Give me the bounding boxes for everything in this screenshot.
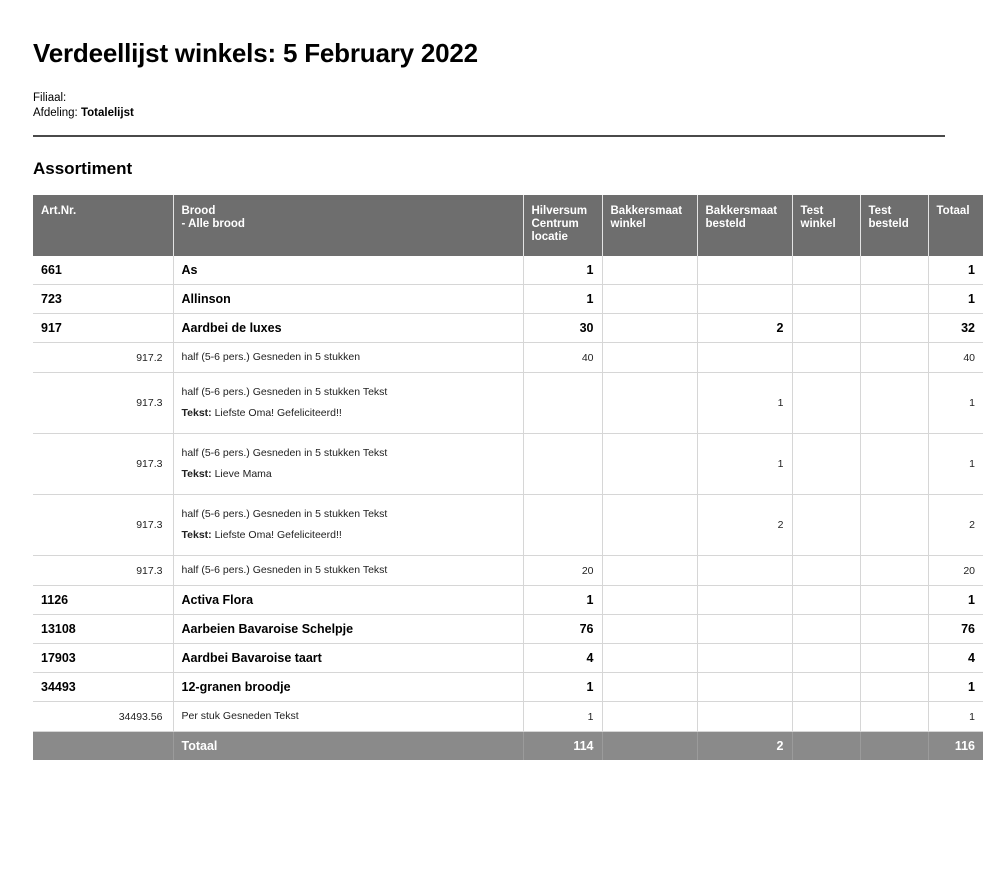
cell-brood-description: half (5-6 pers.) Gesneden in 5 stukken [181, 351, 361, 363]
page-title: Verdeellijst winkels: 5 February 2022 [33, 38, 478, 68]
cell-brood-description: half (5-6 pers.) Gesneden in 5 stukken Tekst [181, 447, 388, 459]
total-label: Totaal [173, 732, 523, 761]
total-totaal: 116 [928, 732, 983, 761]
cell-brood-tekst-value: Lieve Mama [214, 468, 272, 480]
cell-bakkersmaat-besteld [697, 615, 792, 644]
cell-brood: Activa Flora [173, 586, 523, 615]
cell-bakkersmaat-winkel [602, 256, 697, 285]
cell-brood-tekst-label: Tekst: [181, 529, 212, 541]
cell-hilversum: 30 [523, 314, 602, 343]
table-row [33, 285, 983, 314]
cell-brood-description: half (5-6 pers.) Gesneden in 5 stukken Tekst [181, 386, 388, 398]
cell-brood [173, 556, 523, 586]
cell-bakkersmaat-besteld [697, 586, 792, 615]
cell-brood-description: half (5-6 pers.) Gesneden in 5 stukken Tekst [181, 564, 388, 576]
cell-test-besteld [860, 702, 928, 732]
cell-artnr: 917.3 [33, 556, 173, 586]
meta-afdeling-value: Totalelijst [80, 107, 134, 119]
table-row [33, 495, 983, 556]
cell-test-winkel [792, 556, 860, 586]
document-meta [33, 91, 964, 121]
cell-bakkersmaat-besteld [697, 256, 792, 285]
cell-test-besteld [860, 256, 928, 285]
cell-artnr: 1126 [33, 586, 173, 615]
cell-test-besteld [860, 673, 928, 702]
cell-test-winkel [792, 314, 860, 343]
total-bakkersmaat-winkel [602, 732, 697, 761]
column-header-artnr: Art.Nr. [33, 195, 173, 256]
table-row [33, 586, 983, 615]
cell-test-besteld [860, 615, 928, 644]
cell-test-besteld [860, 495, 928, 556]
cell-totaal: 1 [928, 586, 983, 615]
cell-test-winkel [792, 373, 860, 434]
table-row [33, 615, 983, 644]
table-body [33, 256, 983, 760]
cell-test-besteld [860, 556, 928, 586]
table-row [33, 556, 983, 586]
cell-bakkersmaat-winkel [602, 702, 697, 732]
cell-test-winkel [792, 673, 860, 702]
cell-hilversum [523, 373, 602, 434]
cell-artnr: 723 [33, 285, 173, 314]
cell-test-winkel [792, 285, 860, 314]
column-header-brood-line1: Brood [181, 205, 216, 217]
cell-hilversum [523, 495, 602, 556]
cell-bakkersmaat-besteld [697, 343, 792, 373]
cell-test-besteld [860, 314, 928, 343]
assortiment-table [33, 195, 983, 760]
cell-brood-tekst-value: Liefste Oma! Gefeliciteerd!! [214, 407, 342, 419]
cell-bakkersmaat-winkel [602, 615, 697, 644]
cell-brood-tekst-label: Tekst: [181, 468, 212, 480]
cell-hilversum: 1 [523, 702, 602, 732]
cell-brood-description: Per stuk Gesneden Tekst [181, 710, 299, 722]
cell-brood: 12-granen broodje [173, 673, 523, 702]
cell-brood [173, 343, 523, 373]
total-test-besteld [860, 732, 928, 761]
cell-hilversum: 1 [523, 673, 602, 702]
table-total-row [33, 732, 983, 761]
table-header-row [33, 195, 983, 256]
cell-bakkersmaat-besteld [697, 556, 792, 586]
cell-test-winkel [792, 586, 860, 615]
cell-test-besteld [860, 586, 928, 615]
cell-brood-tekst [182, 528, 515, 543]
cell-bakkersmaat-winkel [602, 434, 697, 495]
cell-bakkersmaat-besteld: 2 [697, 314, 792, 343]
cell-totaal: 1 [928, 285, 983, 314]
cell-totaal: 1 [928, 256, 983, 285]
cell-hilversum: 1 [523, 285, 602, 314]
cell-test-besteld [860, 373, 928, 434]
cell-test-winkel [792, 644, 860, 673]
meta-filiaal [33, 91, 964, 106]
cell-test-winkel [792, 343, 860, 373]
cell-brood: Allinson [173, 285, 523, 314]
cell-artnr: 917.3 [33, 495, 173, 556]
table-row [33, 256, 983, 285]
cell-totaal: 76 [928, 615, 983, 644]
cell-bakkersmaat-besteld: 1 [697, 373, 792, 434]
cell-brood: Aarbeien Bavaroise Schelpje [173, 615, 523, 644]
column-header-brood-line2: - Alle brood [181, 218, 245, 230]
cell-test-besteld [860, 343, 928, 373]
cell-bakkersmaat-winkel [602, 314, 697, 343]
cell-test-besteld [860, 285, 928, 314]
cell-bakkersmaat-winkel [602, 373, 697, 434]
total-hilversum: 114 [523, 732, 602, 761]
total-artnr [33, 732, 173, 761]
table-row [33, 644, 983, 673]
table-row [33, 373, 983, 434]
cell-totaal: 2 [928, 495, 983, 556]
meta-afdeling-label: Afdeling: [33, 107, 78, 119]
header-divider [33, 135, 945, 137]
cell-totaal: 4 [928, 644, 983, 673]
table-row [33, 702, 983, 732]
cell-test-winkel [792, 256, 860, 285]
cell-hilversum: 20 [523, 556, 602, 586]
cell-bakkersmaat-winkel [602, 285, 697, 314]
cell-totaal: 1 [928, 434, 983, 495]
cell-totaal: 1 [928, 702, 983, 732]
cell-brood: Aardbei de luxes [173, 314, 523, 343]
total-bakkersmaat-besteld: 2 [697, 732, 792, 761]
cell-brood-description: half (5-6 pers.) Gesneden in 5 stukken Tekst [181, 508, 388, 520]
cell-bakkersmaat-besteld [697, 644, 792, 673]
cell-test-winkel [792, 615, 860, 644]
cell-bakkersmaat-winkel [602, 556, 697, 586]
table-row [33, 343, 983, 373]
cell-bakkersmaat-winkel [602, 495, 697, 556]
cell-artnr: 917.3 [33, 434, 173, 495]
cell-hilversum: 1 [523, 256, 602, 285]
cell-brood: Aardbei Bavaroise taart [173, 644, 523, 673]
cell-test-winkel [792, 434, 860, 495]
meta-afdeling [33, 106, 964, 121]
cell-artnr: 34493.56 [33, 702, 173, 732]
cell-artnr: 661 [33, 256, 173, 285]
cell-artnr: 917.3 [33, 373, 173, 434]
cell-test-besteld [860, 434, 928, 495]
cell-bakkersmaat-besteld [697, 702, 792, 732]
table-row [33, 673, 983, 702]
cell-totaal: 1 [928, 373, 983, 434]
cell-brood-tekst [182, 406, 515, 421]
cell-bakkersmaat-besteld: 2 [697, 495, 792, 556]
cell-brood-tekst [182, 467, 515, 482]
cell-bakkersmaat-winkel [602, 673, 697, 702]
cell-hilversum: 76 [523, 615, 602, 644]
cell-brood [173, 702, 523, 732]
cell-artnr: 17903 [33, 644, 173, 673]
cell-bakkersmaat-besteld [697, 673, 792, 702]
column-header-test-winkel: Test winkel [792, 195, 860, 256]
cell-hilversum: 40 [523, 343, 602, 373]
cell-totaal: 1 [928, 673, 983, 702]
table-row [33, 314, 983, 343]
cell-brood [173, 495, 523, 556]
cell-test-besteld [860, 644, 928, 673]
cell-artnr: 34493 [33, 673, 173, 702]
total-test-winkel [792, 732, 860, 761]
cell-bakkersmaat-winkel [602, 586, 697, 615]
cell-artnr: 13108 [33, 615, 173, 644]
cell-brood-tekst-value: Liefste Oma! Gefeliciteerd!! [214, 529, 342, 541]
section-title: Assortiment [33, 159, 133, 178]
cell-artnr: 917.2 [33, 343, 173, 373]
cell-bakkersmaat-besteld: 1 [697, 434, 792, 495]
cell-brood: As [173, 256, 523, 285]
cell-brood [173, 434, 523, 495]
cell-test-winkel [792, 702, 860, 732]
cell-totaal: 40 [928, 343, 983, 373]
cell-test-winkel [792, 495, 860, 556]
column-header-bakkersmaat-winkel: Bakkersmaat winkel [602, 195, 697, 256]
cell-totaal: 20 [928, 556, 983, 586]
cell-totaal: 32 [928, 314, 983, 343]
column-header-bakkersmaat-besteld: Bakkersmaat besteld [697, 195, 792, 256]
cell-artnr: 917 [33, 314, 173, 343]
column-header-test-besteld: Test besteld [860, 195, 928, 256]
column-header-totaal: Totaal [928, 195, 983, 256]
cell-bakkersmaat-winkel [602, 644, 697, 673]
cell-brood [173, 373, 523, 434]
cell-hilversum: 4 [523, 644, 602, 673]
cell-bakkersmaat-winkel [602, 343, 697, 373]
cell-bakkersmaat-besteld [697, 285, 792, 314]
column-header-brood [173, 195, 523, 256]
meta-filiaal-label: Filiaal: [33, 92, 67, 104]
cell-hilversum: 1 [523, 586, 602, 615]
cell-brood-tekst-label: Tekst: [181, 407, 212, 419]
column-header-hilversum: Hilversum Centrum locatie [523, 195, 602, 256]
table-row [33, 434, 983, 495]
cell-hilversum [523, 434, 602, 495]
